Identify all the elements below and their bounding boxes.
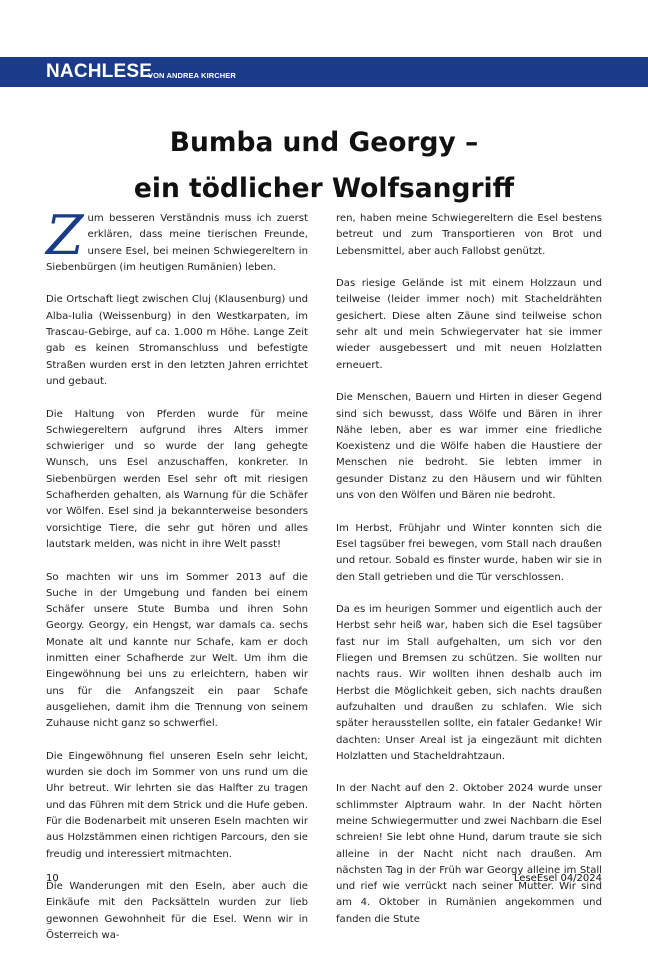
paragraph: Da es im heurigen Sommer und eigentlich auch der Herbst sehr heiß war, haben sich die Esel tagsüber fast nur im Stall aufgehalten, um sich vor den Fliegen und Bremsen zu schützen. Sie wollten nur nachts raus. Wir wollten ihnen deshalb auch im Herbst die Möglichkeit geben, sich nachts draußen aufzuhalten und draußen zu schlafen. Wie sich später herausstellen sollte, ein fataler Gedanke! Wir dachten: Unser Areal ist ja eingezäunt mit dichten Holzlatten und Stacheldrahtzaun. [336, 604, 602, 762]
paragraph: Das riesige Gelände ist mit einem Holzzaun und teilweise (leider immer noch) mit Stacheldrähten gesichert. Diese alten Zäune sind teilweise schon sehr alt und mein Schwiegervater hat sie immer wieder ausgebessert und mit neuen Holzlatten erneuert. [336, 278, 602, 371]
paragraph: Im Herbst, Frühjahr und Winter konnten sich die Esel tagsüber frei bewegen, vom Stall nach draußen und retour. Sobald es finster wurde, haben wir sie in den Stall getrieben und die Tür verschlossen. [336, 522, 602, 583]
paragraph: Zum besseren Verständnis muss ich zuerst erklären, dass meine tierischen Freunde, unsere Esel, bei meinen Schwiegereltern in Siebenbürgen (im heutigen Rumänien) leben. [46, 204, 308, 273]
paragraph: So machten wir uns im Sommer 2013 auf die Suche in der Umgebung und fanden bei einem Schäfer unsere Stute Bumba und ihren Sohn Georgy. Georgy, ein Hengst, war damals ca. sechs Monate alt und kannte nur Schafe, kam er doch inmitten einer Schafherde zur Welt. Um ihm die Eingewöhnung bei uns zu erleichtern, haben wir uns für die Anfangszeit ein paar Schafe ausgeliehen, damit ihm die Trennung von seinem Zuhause nicht ganz so schwerfiel. [46, 571, 308, 730]
section-header-bar [0, 57, 648, 87]
paragraph: Die Haltung von Pferden wurde für meine Schwiegereltern aufgrund ihres Alters immer schwieriger und so wurde der lang gehegte Wunsch, uns Esel anzuschaffen, konkreter. In Siebenbürgen werden Esel sehr oft mit riesigen Schafherden gehalten, als Warnung für die Schäfer vor Wölfen. Esel sind ja bekannterweise besonders vorsichtige Tiere, die sehr gut hören und alles lautstark melden, was nicht in ihre Welt passt! [46, 408, 308, 550]
author-byline: VON ANDREA KIRCHER [148, 71, 236, 80]
article-column-left [46, 204, 308, 961]
drop-cap: Z [46, 204, 84, 267]
paragraph: Die Ortschaft liegt zwischen Cluj (Klausenburg) und Alba-Iulia (Weissenburg) in den Westkarpaten, im Trascau-Gebirge, auf ca. 1.000 m Höhe. Lange Zeit gab es keinen Stromanschluss und befestigte Straßen wurden erst in den letzten Jahren errichtet und gebaut. [46, 294, 308, 387]
page-number: 10 [46, 873, 59, 884]
section-title: NACHLESE [46, 61, 153, 82]
title-line-1: Bumba und Georgy – [169, 127, 479, 158]
paragraph: Die Wanderungen mit den Eseln, aber auch die Einkäufe mit den Packsätteln wurden zur lieb gewonnen Gewohnheit für die Esel. Wenn wir in Österreich wa- [46, 881, 308, 942]
article-column-right [336, 211, 602, 944]
paragraph: In der Nacht auf den 2. Oktober 2024 wurde unser schlimmster Alptraum wahr. In der Nacht hörten meine Schwiegermutter und zwei Nachbarn die Esel schreien! Sie lebt ohne Hund, darum traute sie sich alleine in der Nacht nicht nach draußen. Am nächsten Tag in der Früh war Georgy alleine im Stall und rief wie verrückt nach seiner Mutter. Wir sind am 4. Oktober in Rumänien angekommen und fanden die Stute [336, 783, 602, 925]
title-line-2: ein tödlicher Wolfsangriff [133, 173, 515, 204]
issue-label: LeseEsel 04/2024 [513, 873, 602, 884]
paragraph: Die Menschen, Bauern und Hirten in dieser Gegend sind sich bewusst, dass Wölfe und Bären in ihrer Nähe leben, aber es war immer eine friedliche Koexistenz und die Wölfe haben die Haustiere der Menschen nie bedroht. Sie lebten immer in gesunder Distanz zu den Häusern und wir fühlten uns von den Wölfen und Bären nie bedroht. [336, 392, 602, 502]
article-title [0, 120, 648, 212]
paragraph: ren, haben meine Schwiegereltern die Esel bestens betreut und zum Transportieren von Brot und Lebensmittel, aber auch Fallobst genützt. [336, 213, 602, 257]
paragraph: Die Eingewöhnung fiel unseren Eseln sehr leicht, wurden sie doch im Sommer von uns rund um die Uhr betreut. Wir lehrten sie das Halfter zu tragen und das Führen mit dem Strick und die Hufe geben. Für die Bodenarbeit mit unseren Eseln machten wir aus Holzstämmen einen richtigen Parcours, den sie freudig und interessiert mitmachten. [46, 750, 308, 860]
